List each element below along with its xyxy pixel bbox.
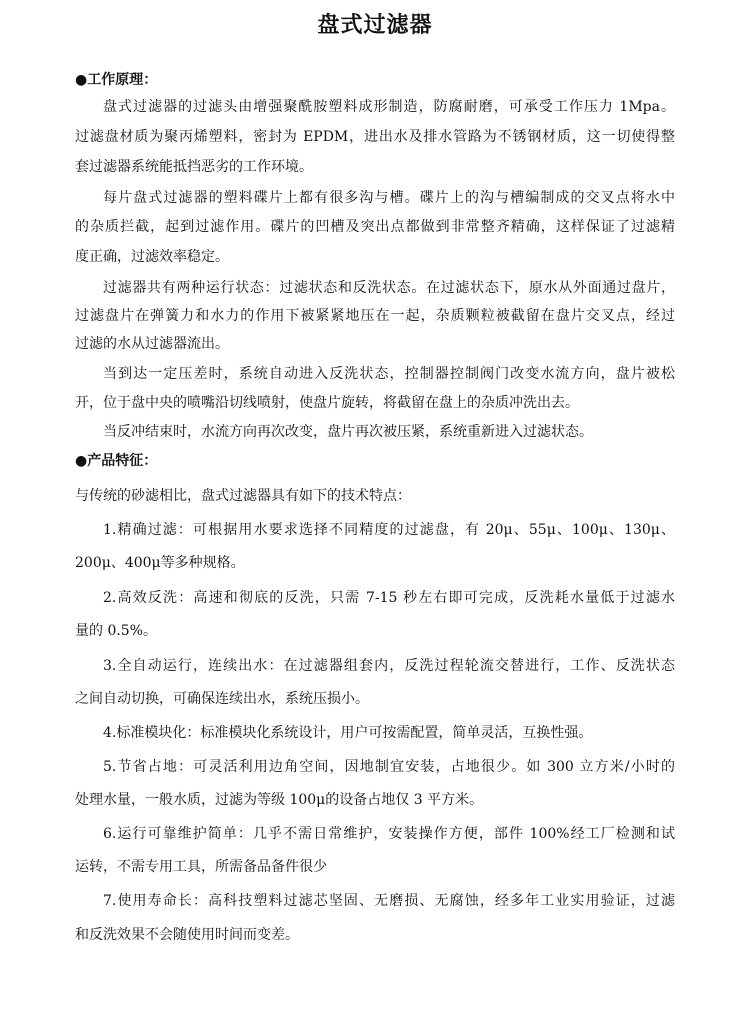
feature-line: 200μ、400μ等多种规格。 — [75, 555, 245, 571]
text-line: 盘式过滤器的过滤头由增强聚酰胺塑料成形制造，防腐耐磨，可承受工作压力 1Mpa。 — [103, 99, 675, 115]
feature-line: 7.使用寿命长：高科技塑料过滤芯坚固、无磨损、无腐蚀，经多年工业实用验证，过滤 — [103, 893, 675, 909]
text-line: 过滤器共有两种运行状态：过滤状态和反洗状态。在过滤状态下，原水从外面通过盘片， — [103, 280, 675, 296]
feature-line: 运转，不需专用工具，所需备品备件很少 — [75, 859, 327, 875]
feature-line: 4.标准模块化：标准模块化系统设计，用户可按需配置，简单灵活，互换性强。 — [103, 725, 593, 741]
text-line: 过滤盘材质为聚丙烯塑料，密封为 EPDM，进出水及排水管路为不锈钢材质，这一切使得整 — [75, 129, 675, 145]
text-line: 与传统的砂滤相比，盘式过滤器具有如下的技术特点： — [75, 488, 411, 504]
text-line: 开，位于盘中央的喷嘴沿切线喷射，使盘片旋转，将截留在盘上的杂质冲洗出去。 — [75, 395, 579, 411]
feature-line: 3.全自动运行，连续出水：在过滤器组套内，反洗过程轮流交替进行，工作、反洗状态 — [103, 658, 675, 674]
text-line: 过滤的水从过滤器流出。 — [75, 336, 229, 352]
text-line: 过滤盘片在弹簧力和水力的作用下被紧紧地压在一起，杂质颗粒被截留在盘片交叉点，经过 — [75, 308, 675, 324]
feature-line: 之间自动切换，可确保连续出水，系统压损小。 — [75, 691, 369, 707]
section-heading-working-principle: ●工作原理： — [75, 72, 158, 88]
text-line: 的杂质拦截，起到过滤作用。碟片的凹槽及突出点都做到非常整齐精确，这样保证了过滤精 — [75, 219, 675, 235]
text-line: 当到达一定压差时，系统自动进入反洗状态，控制器控制阀门改变水流方向，盘片被松 — [103, 366, 675, 382]
text-line: 度正确，过滤效率稳定。 — [75, 249, 229, 265]
feature-line: 6.运行可靠维护简单：几乎不需日常维护，安装操作方便，部件 100%经工厂检测和试 — [103, 826, 675, 842]
feature-line: 2.高效反洗：高速和彻底的反洗，只需 7-15 秒左右即可完成，反洗耗水量低于过滤水 — [103, 590, 675, 606]
text-line: 每片盘式过滤器的塑料碟片上都有很多沟与槽。碟片上的沟与槽编制成的交叉点将水中 — [103, 190, 675, 206]
feature-line: 和反洗效果不会随使用时间而变差。 — [75, 927, 299, 943]
section-heading-product-features: ●产品特征： — [75, 453, 158, 469]
feature-line: 1.精确过滤：可根据用水要求选择不同精度的过滤盘，有 20μ、55μ、100μ、130μ、 — [103, 522, 675, 538]
text-line: 当反冲结束时，水流方向再次改变，盘片再次被压紧，系统重新进入过滤状态。 — [103, 424, 593, 440]
page-title: 盘式过滤器 — [317, 12, 433, 38]
feature-line: 5.节省占地：可灵活利用边角空间，因地制宜安装，占地很少。如 300 立方米/小时的 — [103, 759, 675, 775]
feature-line: 处理水量，一般水质，过滤为等级 100μ的设备占地仅 3 平方米。 — [75, 792, 484, 808]
text-line: 套过滤器系统能抵挡恶劣的工作环境。 — [75, 159, 313, 175]
feature-line: 量的 0.5%。 — [75, 623, 158, 639]
